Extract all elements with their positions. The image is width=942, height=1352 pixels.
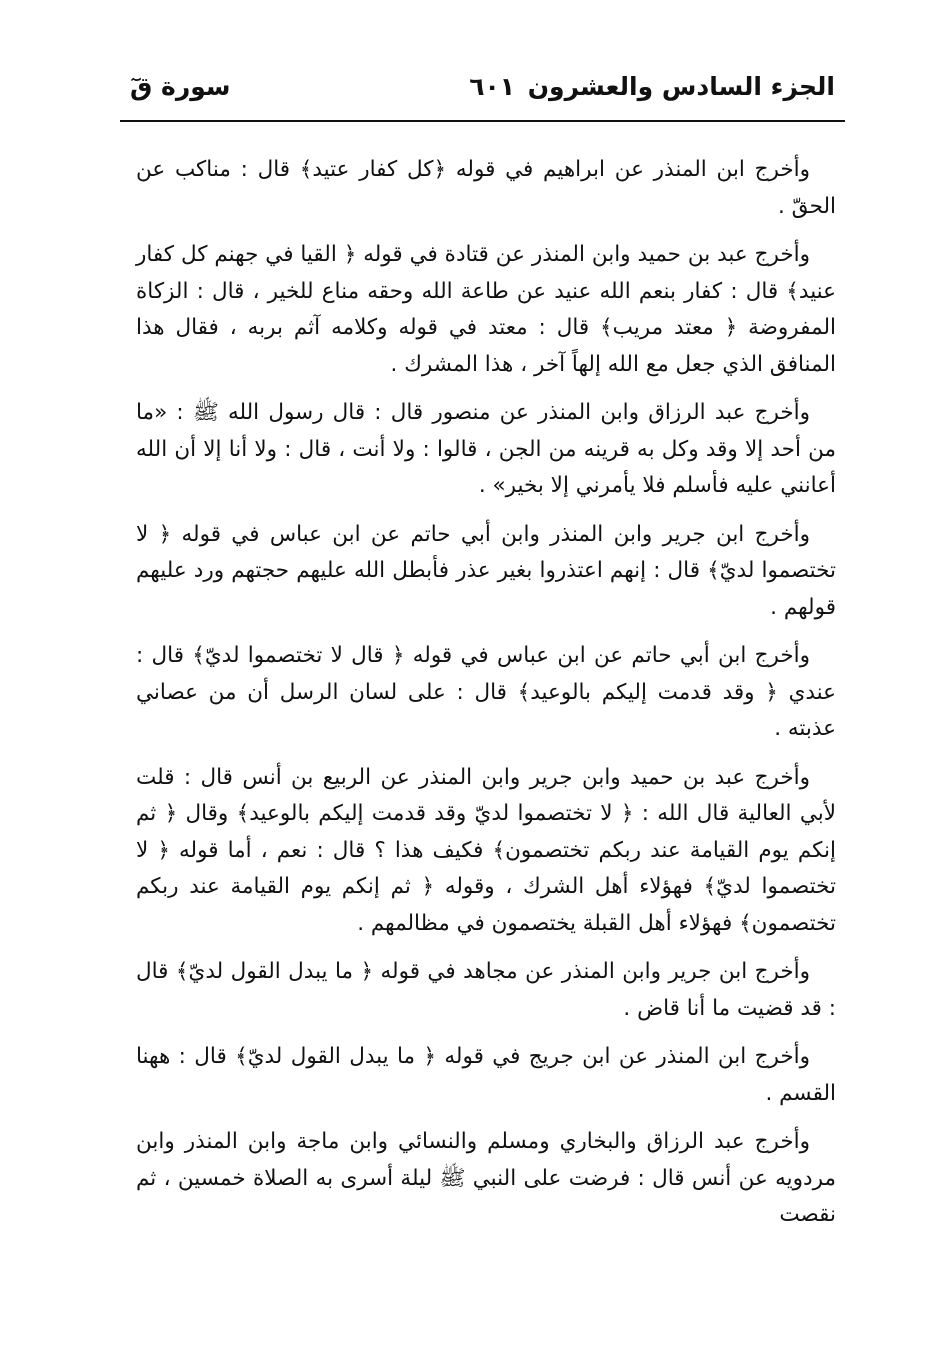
paragraph-5: وأخرج ابن أبي حاتم عن ابن عباس في قوله ﴿ قال لا تختصموا لديّ﴾ قال : عندي ﴿ وقد قدمت إليكم بالوعيد﴾ قال : على لسان الرسل أن من عصاني عذبته . bbox=[136, 643, 836, 741]
paragraph-2: وأخرج عبد بن حميد وابن المنذر عن قتادة في قوله ﴿ القيا في جهنم كل كفار عنيد﴾ قال : كفار بنعم الله عنيد عن طاعة الله وحقه مناع للخير ، قال : الزكاة المفروضة ﴿ معتد مريب﴾ قال : معتد في قوله وكلامه آثم بربه ، فقال هذا المنافق الذي جعل مع الله إلهاً آخر ، هذا المشرك . bbox=[136, 242, 836, 377]
header-divider bbox=[120, 120, 845, 122]
page-header bbox=[120, 66, 845, 118]
paragraph-8: وأخرج ابن المنذر عن ابن جريج في قوله ﴿ ما يبدل القول لديّ﴾ قال : ههنا القسم . bbox=[136, 1044, 836, 1106]
part-title: الجزء السادس والعشرون bbox=[527, 72, 835, 101]
paragraph-3: وأخرج عبد الرزاق وابن المنذر عن منصور قال : قال رسول الله ﷺ : «ما من أحد إلا وقد وكل به قرينه من الجن ، قالوا : ولا أنت ، قال : ولا أنا إلا أن الله أعانني عليه فأسلم فلا يأمرني إلا بخير» . bbox=[136, 400, 836, 498]
paragraph-7: وأخرج ابن جرير وابن المنذر عن مجاهد في قوله ﴿ ما يبدل القول لديّ﴾ قال : قد قضيت ما أنا قاض . bbox=[136, 959, 836, 1021]
page-number: ٦٠١ bbox=[469, 72, 515, 101]
page-body bbox=[136, 152, 836, 1246]
paragraph-9: وأخرج عبد الرزاق والبخاري ومسلم والنسائي وابن ماجة وابن المنذر وابن مردويه عن أنس قال : فرضت على النبي ﷺ ليلة أسرى به الصلاة خمسين ، ثم نقصت bbox=[136, 1129, 836, 1227]
paragraph-6: وأخرج عبد بن حميد وابن جرير وابن المنذر عن الربيع بن أنس قال : قلت لأبي العالية قال الله : ﴿ لا تختصموا لديّ وقد قدمت إليكم بالوعيد﴾ وقال ﴿ ثم إنكم يوم القيامة عند ربكم تختصمون﴾ فكيف هذا ؟ قال : نعم ، أما قوله ﴿ لا تختصموا لديّ﴾ فهؤلاء أهل الشرك ، وقوله ﴿ ثم إنكم يوم القيامة عند ربكم تختصمون﴾ فهؤلاء أهل القبلة يختصمون في مظالمهم . bbox=[136, 764, 836, 936]
surah-title: سورة قٓ bbox=[130, 72, 231, 101]
paragraph-1: وأخرج ابن المنذر عن ابراهيم في قوله ﴿كل كفار عتيد﴾ قال : مناكب عن الحقّ . bbox=[136, 157, 836, 219]
paragraph-4: وأخرج ابن جرير وابن المنذر وابن أبي حاتم عن ابن عباس في قوله ﴿ لا تختصموا لديّ﴾ قال : إنهم اعتذروا بغير عذر فأبطل الله عليهم حجتهم ورد عليهم قولهم . bbox=[136, 521, 836, 620]
